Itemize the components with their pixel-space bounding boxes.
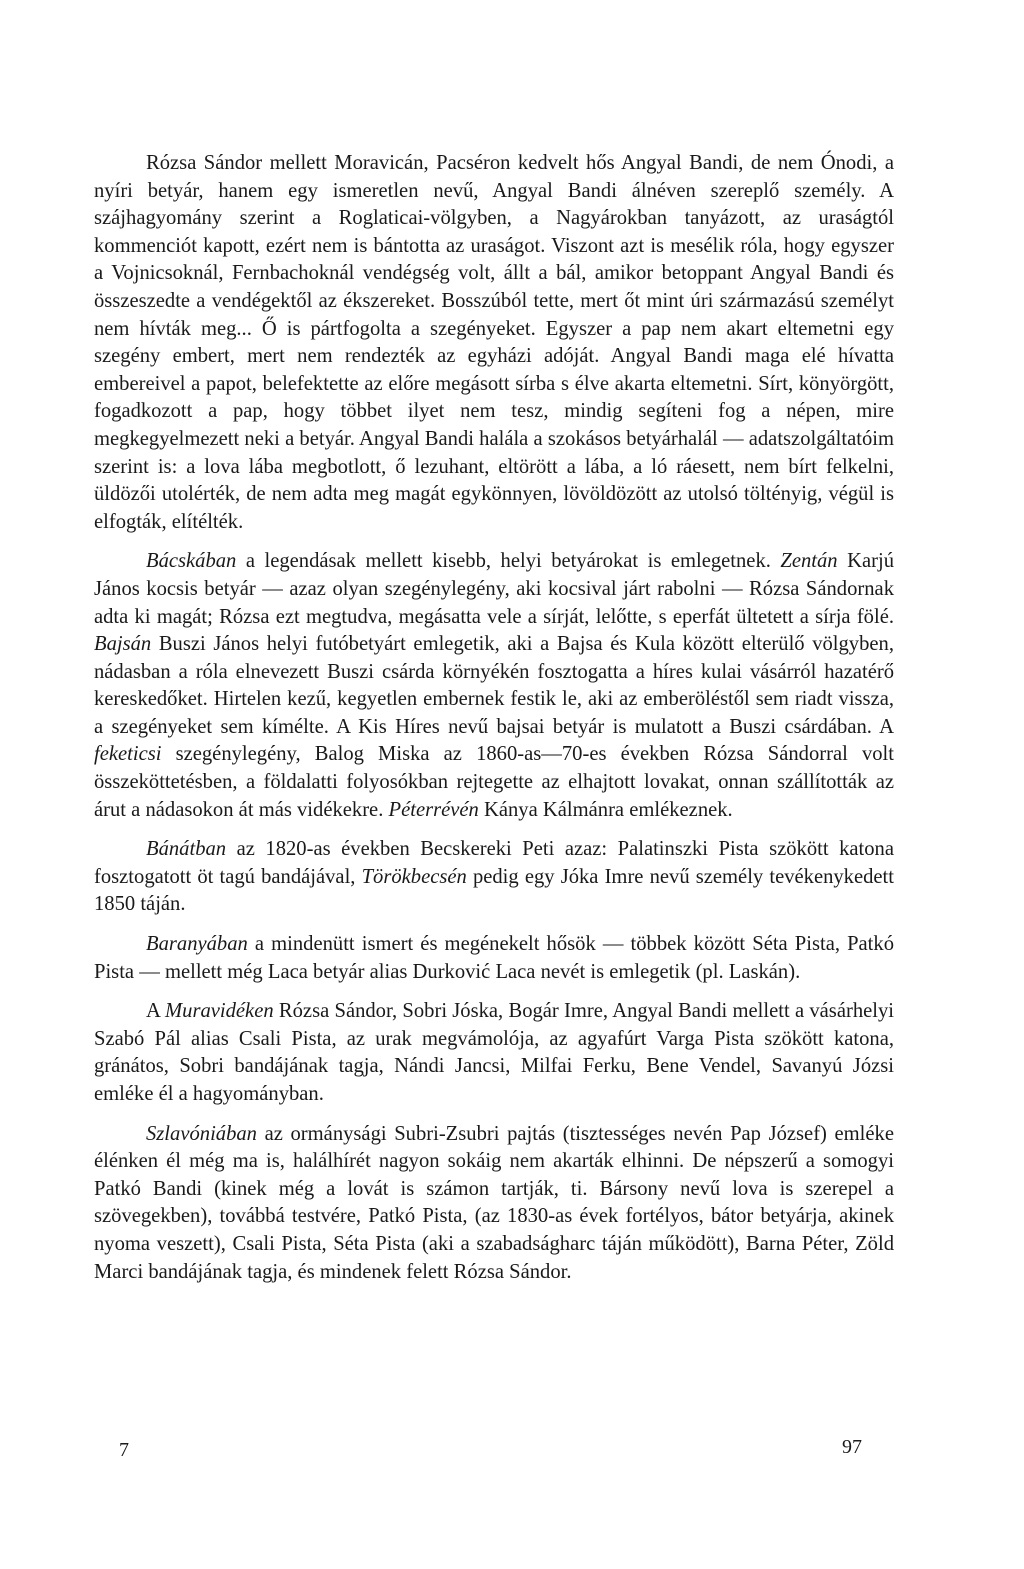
paragraph-2 [94, 548, 894, 824]
paragraph-4 [94, 931, 894, 986]
place-name: Muravidéken [165, 1000, 274, 1023]
text-run: Buszi János helyi futóbetyárt emlegetik, aki a Bajsa és Kula között elterülő völgyben, nádasban a róla elnevezett Buszi csárda környékén fosztogatta a híres kulai vásárról hazatérő kereskedőket. Hirtelen kezű, kegyetlen embernek festik le, aki az emberöléstől sem riadt vissza, a szegényeket sem kímélte. A Kis Híres nevű bajsai betyár is mulatott a Buszi csárdában. A [94, 633, 894, 738]
text-run: Rózsa Sándor mellett Moravicán, Pacséron kedvelt hős Angyal Bandi, de nem Ónodi, a nyíri betyár, hanem egy ismeretlen nevű, Angyal Bandi álnéven szereplő személy. A szájhagyomány szerint a Roglaticai-völgyben, a Nagyárokban tanyázott, az uraságtól kommenciót kapott, ezért nem is bántotta az uraságot. Viszont azt is mesélik róla, hogy egyszer a Vojnicsoknál, Fernbachoknál vendégség volt, állt a bál, amikor betoppant Angyal Bandi és összeszedte a vendégektől az ékszereket. Bosszúból tette, mert őt mint úri származású személyt nem hívták meg... Ő is pártfogolta a szegényeket. Egyszer a pap nem akart eltemetni egy szegény embert, mert nem rendezték az egyházi adóját. Angyal Bandi maga elé hívatta embereivel a papot, belefektette az előre megásott sírba s élve akarta eltemetni. Sírt, könyörgött, fogadkozott a pap, hogy többet ilyet nem tesz, mindig segíteni fog a népen, mire megkegyelmezett neki a betyár. Angyal Bandi halála a szokásos betyárhalál — adatszolgáltatóim szerint is: a lova lába megbotlott, ő lezuhant, eltörött a lába, a ló ráesett, nem bírt felkelni, üldözői utolérték, de nem adta meg magát egykönnyen, lövöldözött az utolsó töltényig, végül is elfogták, elítélték. [94, 152, 894, 533]
place-name: Törökbecsén [361, 865, 467, 888]
text-run: Karjú János kocsis betyár — azaz olyan szegénylegény, aki kocsival járt rabolni — Rózsa Sándornak adta ki magát; Rózsa ezt megtudva, megásatta vele a sírját, lelőtte, s eperfát ültetett a sírja fölé. [94, 550, 894, 628]
signature-mark: 7 [119, 1439, 129, 1461]
page-number: 97 [842, 1436, 862, 1458]
text-run: az 1820-as években Becskereki Peti azaz: Palatinszki Pista szökött katona fosztogatott öt tagú bandájával, [94, 838, 894, 888]
place-name: Péterrévén [388, 798, 479, 821]
text-run: szegénylegény, Balog Miska az 1860-as—70-es években Rózsa Sándorral volt összeköttetésben, a földalatti folyosókban rejtegette az elhajtott lovakat, onnan szállították az árut a nádasokon át más vidékekre. [94, 743, 894, 821]
text-run: az ormánysági Subri-Zsubri pajtás (tisztességes nevén Pap József) emléke élénken él még ma is, halálhírét nagyon sokáig nem akarták elhinni. De népszerű a somogyi Patkó Bandi (kinek még a lovát is számon tartják, ti. Bársony nevű lova is szerepel a szövegekben), továbbá testvére, Patkó Pista, (az 1830-as évek fortélyos, bátor betyárja, akinek nyoma veszett), Csali Pista, Séta Pista (aki a szabadságharc táján működött), Barna Péter, Zöld Marci bandájának tagja, és mindenek felett Rózsa Sándor. [94, 1122, 894, 1283]
text-run: pedig egy Jóka Imre nevű személy tevékenykedett 1850 táján. [94, 865, 894, 916]
paragraph-1 [94, 150, 894, 536]
place-name: Zentán [780, 550, 838, 573]
place-name: Bácskában [146, 550, 237, 573]
text-run: Rózsa Sándor, Sobri Jóska, Bogár Imre, Angyal Bandi mellett a vásárhelyi Szabó Pál alias Csali Pista, az urak megvámolója, az agyafúrt Varga Pista szökött katona, gránátos, Sobri bandájának tagja, Nándi Jancsi, Milfai Ferku, Bene Vendel, Savanyú Józsi emléke él a hagyományban. [94, 1000, 894, 1105]
text-run: A [146, 1000, 165, 1023]
place-name: Bánátban [146, 838, 227, 861]
paragraph-5 [94, 998, 894, 1108]
body-text [94, 150, 894, 1286]
place-name: Bajsán [94, 633, 152, 656]
text-run: Kánya Kálmánra emlékeznek. [478, 798, 733, 821]
text-run: a mindenütt ismert és megénekelt hősök — többek között Séta Pista, Patkó Pista — mellett még Laca betyár alias Durković Laca nevét is emlegetik (pl. Laskán). [94, 933, 894, 983]
paragraph-6 [94, 1121, 894, 1287]
place-name: feketicsi [94, 743, 162, 766]
text-run: a legendásak mellett kisebb, helyi betyárokat is emlegetnek. [236, 550, 781, 573]
place-name: Szlavóniában [146, 1122, 257, 1145]
paragraph-3 [94, 836, 894, 919]
place-name: Baranyában [146, 933, 248, 956]
